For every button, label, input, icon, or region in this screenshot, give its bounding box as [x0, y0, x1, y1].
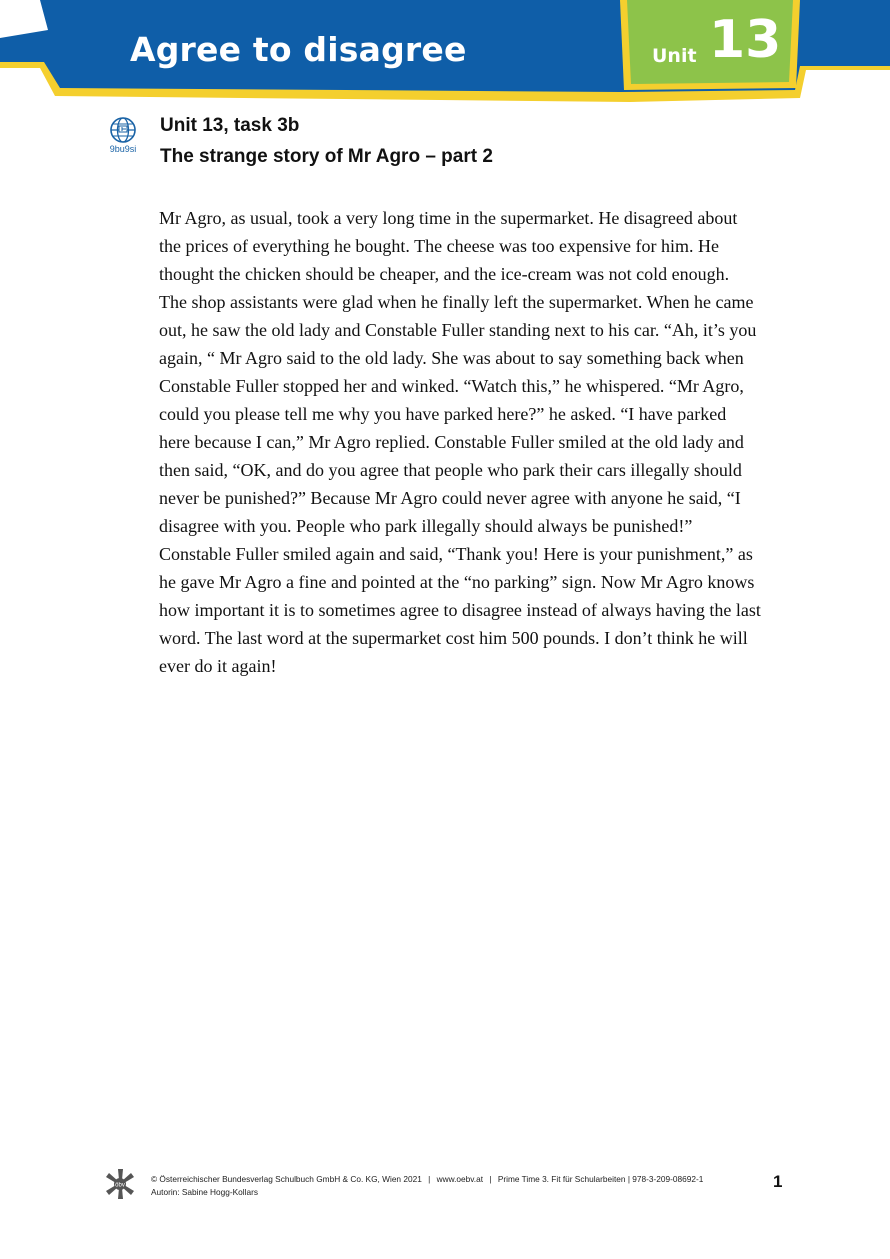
story-text	[159, 204, 791, 680]
page-number: 1	[773, 1172, 783, 1191]
footer-separator: |	[428, 1174, 431, 1184]
obv-logo-text: öbv	[115, 1182, 125, 1189]
story-line: thought the chicken should be cheaper, and the ice-cream was not cold enough.	[159, 264, 730, 284]
footer-publisher-line	[151, 1174, 703, 1184]
unit-label: Unit	[652, 45, 697, 67]
story-line: Mr Agro, as usual, took a very long time in the supermarket. He disagreed about	[159, 208, 738, 228]
story-line: how important it is to sometimes agree to disagree instead of always having the last	[159, 600, 761, 620]
footer-separator: |	[489, 1174, 492, 1184]
footer-book: Prime Time 3. Fit für Schularbeiten | 978-3-209-08692-1	[497, 1174, 704, 1184]
story-line: the prices of everything he bought. The cheese was too expensive for him. He	[159, 236, 719, 256]
header-banner	[0, 0, 890, 105]
story-line: never be punished?” Because Mr Agro could never agree with anyone he said, “I	[159, 488, 741, 508]
footer-author: Autorin: Sabine Hogg-Kollars	[151, 1187, 258, 1197]
story-line: then said, “OK, and do you agree that people who park their cars illegally should	[159, 460, 742, 480]
story-line: again, “ Mr Agro said to the old lady. She was about to say something back when	[159, 348, 744, 368]
story-line: could you please tell me why you have parked here?” he asked. “I have parked	[159, 404, 727, 424]
page-title: Agree to disagree	[130, 30, 467, 69]
story-title: The strange story of Mr Agro – part 2	[160, 146, 493, 167]
footer-copyright: © Österreichischer Bundesverlag Schulbuch GmbH & Co. KG, Wien 2021	[151, 1174, 422, 1184]
weblink-code[interactable]: 9bu9si	[109, 144, 137, 154]
story-line: ever do it again!	[159, 656, 277, 676]
story-line: The shop assistants were glad when he finally left the supermarket. When he came	[159, 292, 754, 312]
story-line: he gave Mr Agro a fine and pointed at the “no parking” sign. Now Mr Agro knows	[159, 572, 755, 592]
task-label: Unit 13, task 3b	[160, 115, 300, 136]
unit-number: 13	[709, 10, 782, 70]
story-line: here because I can,” Mr Agro replied. Constable Fuller smiled at the old lady and	[159, 432, 744, 452]
obv-logo-icon	[104, 1168, 136, 1200]
story-line: Constable Fuller stopped her and winked. “Watch this,” he whispered. “Mr Agro,	[159, 376, 744, 396]
story-line: out, he saw the old lady and Constable Fuller standing next to his car. “Ah, it’s you	[159, 320, 757, 340]
story-line: Constable Fuller smiled again and said, “Thank you! Here is your punishment,” as	[159, 544, 753, 564]
story-line: disagree with you. People who park illegally should always be punished!”	[159, 516, 693, 536]
story-line: word. The last word at the supermarket cost him 500 pounds. I don’t think he will	[159, 628, 748, 648]
footer-website[interactable]: www.oebv.at	[436, 1174, 484, 1184]
